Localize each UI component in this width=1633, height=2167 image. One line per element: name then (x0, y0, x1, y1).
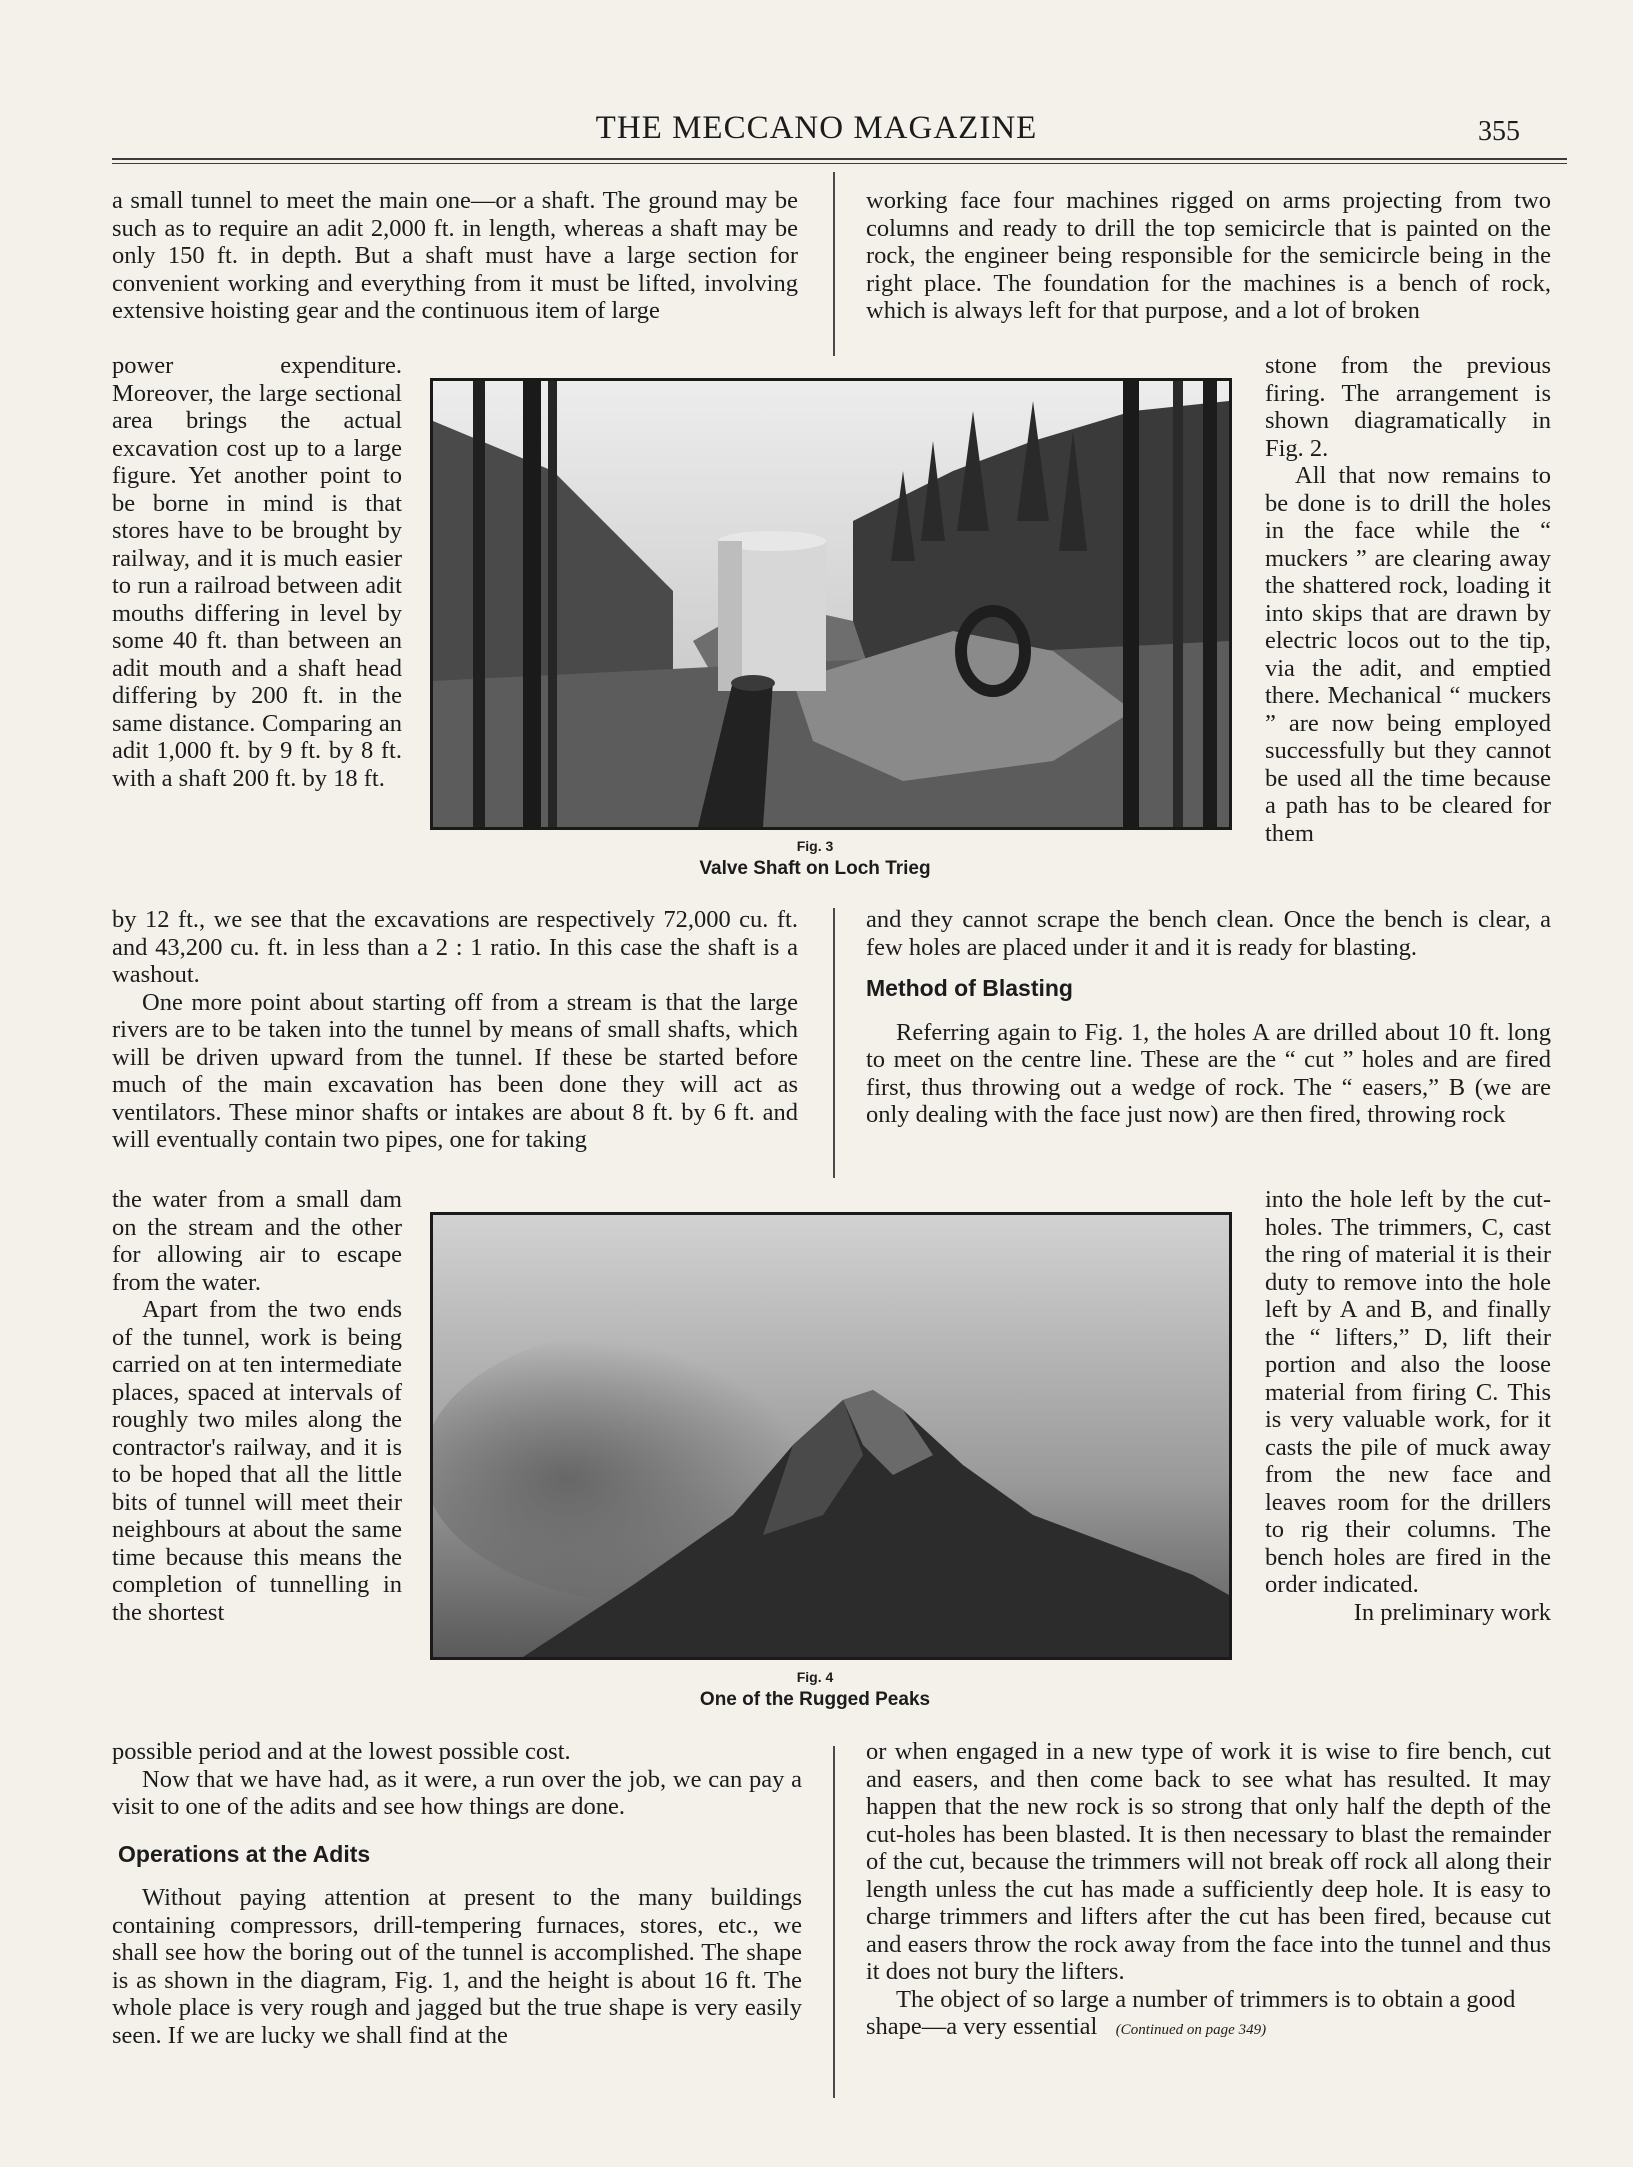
paragraph: Without paying attention at present to the many buildings containing compressors, drill-tempering furnaces, stores, etc., we shall see how the boring out of the tunnel is accomplished. The shape is as shown in the diagram, Fig. 1, and the height is about 16 ft. The whole place is very rough and jagged but the true shape is very easily seen. If we are lucky we shall find at the (112, 1884, 802, 2049)
header-rule-thin (112, 163, 1567, 164)
paragraph: or when engaged in a new type of work it is wise to fire bench, cut and easers, and then come back to see what has resulted. It may happen that the new rock is so strong that only half the depth of the cut-holes has been blasted. It is then necessary to blast the remainder of the cut, because the trimmers will not break off rock all along their length unless the cut has made a sufficiently deep hole. It is easy to charge trimmers and lifters after the cut has been fired, because cut and easers throw the rock away from the face into the tunnel and thus it does not bury the lifters. (866, 1738, 1551, 1985)
left-column-top (112, 187, 798, 325)
paragraph: and they cannot scrape the bench clean. Once the bench is clear, a few holes are placed under it and it is ready for blasting. (866, 906, 1551, 961)
column-divider (833, 908, 835, 1178)
paragraph: In preliminary work (1353, 1598, 1551, 1626)
fig3-caption: Valve Shaft on Loch Trieg (699, 858, 931, 879)
paragraph: All that now remains to be done is to drill the holes in the face while the “ muckers ” are clearing away the shattered rock, loading it into skips that are drawn by electric locos out to the tip, via the adit, and emptied there. Mechanical “ muckers ” are now being employed successfully but they cannot be used all the time because a path has to be cleared for them (1265, 462, 1551, 847)
paragraph: into the hole left by the cut-holes. The trimmers, C, cast the ring of material it is their duty to remove into the hole left by A and B, and finally the “ lifters,” D, lift their portion and also the loose material from firing C. This is very valuable work, for it casts the pile of muck away from the new face and leaves room for the drillers to rig their columns. The bench holes are fired in the order indicated. (1265, 1186, 1551, 1598)
magazine-title: THE MECCANO MAGAZINE (595, 110, 1038, 146)
rugged-peak-photo (433, 1215, 1229, 1657)
fig4-photo (430, 1212, 1232, 1660)
right-column-middle (866, 906, 1551, 1129)
paragraph: working face four machines rigged on arms projecting from two columns and ready to drill the top semicircle that is painted on the rock, the engineer being responsible for the semicircle being in the right place. The foundation for the machines is a bench of rock, which is always left for that purpose, and a lot of broken (866, 187, 1551, 324)
left-column-middle (112, 906, 798, 1154)
fig3-number: Fig. 3 (796, 838, 834, 854)
left-column-narrow-1 (112, 352, 402, 792)
right-column-narrow-2 (1265, 1186, 1551, 1626)
column-divider (833, 172, 835, 356)
paragraph: a small tunnel to meet the main one—or a shaft. The ground may be such as to require an adit 2,000 ft. in length, whereas a shaft may be only 150 ft. in depth. But a shaft must have a large section for convenient working and everything from it must be lifted, involving extensive hoisting gear and the continuous item of large (112, 187, 798, 324)
column-divider (833, 1746, 835, 2098)
left-column-bottom (112, 1738, 802, 2049)
section-heading: Method of Blasting (866, 975, 1073, 1001)
valve-shaft-photo (433, 381, 1229, 827)
fig4-caption: One of the Rugged Peaks (699, 1689, 931, 1710)
header-rule (112, 158, 1567, 160)
paragraph: Referring again to Fig. 1, the holes A are drilled about 10 ft. long to meet on the centre line. These are the “ cut ” holes and are fired first, thus throwing out a wedge of rock. The “ easers,” B (we are only dealing with the face just now) are then fired, throwing rock (866, 1018, 1551, 1128)
paragraph: stone from the previous firing. The arrangement is shown diagramatically in Fig. 2. (1265, 352, 1551, 462)
paragraph: the water from a small dam on the stream and the other for allowing air to escape from the water. (112, 1186, 402, 1296)
paragraph: by 12 ft., we see that the excavations are respectively 72,000 cu. ft. and 43,200 cu. ft. in less than a 2 : 1 ratio. In this case the shaft is a washout. (112, 906, 798, 988)
paragraph: power expenditure. Moreover, the large sectional area brings the actual excavation cost up to a large figure. Yet another point to be borne in mind is that stores have to be brought by railway, and it is much easier to run a railroad between adit mouths differing in level by some 40 ft. than between an adit mouth and a shaft head differing by 200 ft. in the same distance. Comparing an adit 1,000 ft. by 9 ft. by 8 ft. with a shaft 200 ft. by 18 ft. (112, 352, 402, 792)
paragraph: One more point about starting off from a stream is that the large rivers are to be taken into the tunnel by means of small shafts, which will be driven upward from the tunnel. If these be started before much of the main excavation has been done they will act as ventilators. These minor shafts or intakes are about 8 ft. by 6 ft. and will eventually contain two pipes, one for taking (112, 988, 798, 1153)
right-column-narrow-1 (1265, 352, 1551, 847)
fig4-number: Fig. 4 (796, 1669, 834, 1685)
section-heading: Operations at the Adits (118, 1840, 371, 1867)
right-column-bottom (866, 1738, 1551, 2045)
paragraph: possible period and at the lowest possible cost. (112, 1738, 571, 1765)
right-column-top (866, 187, 1551, 325)
paragraph: Apart from the two ends of the tunnel, work is being carried on at ten intermediate places, spaced at intervals of roughly two miles along the contractor's railway, and it is to be hoped that all the little bits of tunnel will meet their neighbours at about the same time because this means the completion of tunnelling in the shortest (112, 1296, 402, 1626)
page-number: 355 (1478, 116, 1520, 147)
paragraph-text: The object of so large a number of trimmers is to obtain a good shape—a very essential (866, 1985, 1516, 2040)
continued-note: (Continued on page 349) (1115, 2022, 1267, 2038)
fig3-photo (430, 378, 1232, 830)
paragraph (866, 1986, 1551, 2045)
paragraph: Now that we have had, as it were, a run over the job, we can pay a visit to one of the adits and see how things are done. (112, 1765, 802, 1820)
left-column-narrow-2 (112, 1186, 402, 1626)
